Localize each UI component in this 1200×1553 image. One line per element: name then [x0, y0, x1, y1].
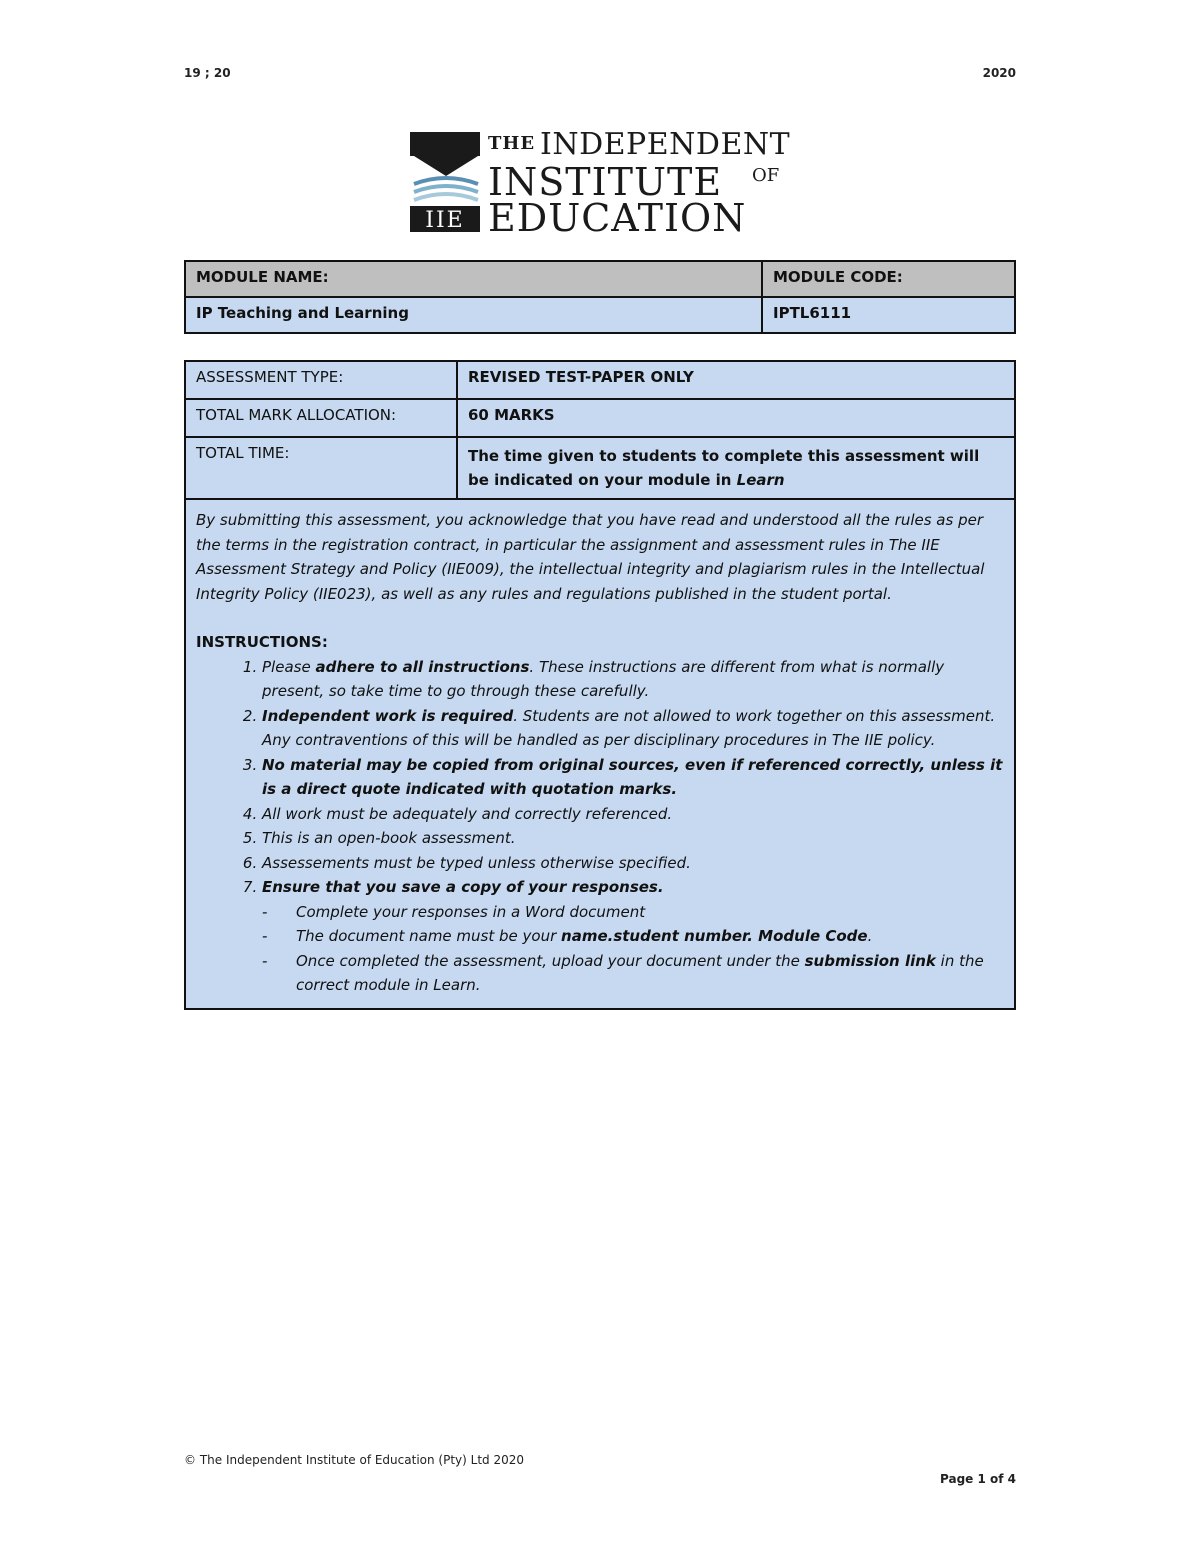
- module-code-value: IPTL6111: [762, 297, 1015, 333]
- iie-logo-mark-icon: [410, 128, 482, 234]
- total-marks-value: 60 MARKS: [457, 399, 1015, 437]
- header-left-text: 19 ; 20: [184, 66, 231, 80]
- module-table: [184, 260, 1016, 334]
- list-item: 5. This is an open-book assessment.: [262, 826, 1004, 851]
- module-code-label: MODULE CODE:: [762, 261, 1015, 297]
- module-name-label: MODULE NAME:: [185, 261, 762, 297]
- instructions-list: [196, 655, 1004, 998]
- total-marks-label: TOTAL MARK ALLOCATION:: [185, 399, 457, 437]
- page-number: Page 1 of 4: [940, 1472, 1016, 1486]
- logo-education: EDUCATION: [488, 196, 747, 240]
- list-item: 2. Independent work is required. Students are not allowed to work together on this assessment. Any contraventions of this will be handled as per disciplinary procedures in The IIE policy.: [262, 704, 1004, 753]
- logo-the: THE: [488, 133, 536, 154]
- assessment-table: [184, 360, 1016, 1010]
- list-item: 7. Ensure that you save a copy of your responses. - Complete your responses in a Word document - The document name must be your name.student number. Module Code. - Once completed the assessment, upload your document under the submission link in the correct module in Learn.: [262, 875, 1004, 998]
- list-item: 3. No material may be copied from original sources, even if referenced correctly, unless it is a direct quote indicated with quotation marks.: [262, 753, 1004, 802]
- declaration-text: By submitting this assessment, you acknowledge that you have read and understood all the rules as per the terms in the registration contract, in particular the assignment and assessment rules in The IIE Assessment Strategy and Policy (IIE009), the intellectual integrity and plagiarism rules in the Intellectual Integrity Policy (IIE023), as well as any rules and regulations published in the student portal.: [196, 511, 985, 603]
- assessment-type-value: REVISED TEST-PAPER ONLY: [457, 361, 1015, 399]
- total-time-value: The time given to students to complete this assessment will be indicated on your module in Learn: [457, 437, 1015, 499]
- logo-independent: INDEPENDENT: [540, 127, 791, 162]
- total-time-label: TOTAL TIME:: [185, 437, 457, 499]
- sub-list-item: - The document name must be your name.student number. Module Code.: [296, 924, 1004, 949]
- instructions-title: INSTRUCTIONS:: [196, 633, 328, 651]
- sub-list-item: - Once completed the assessment, upload your document under the submission link in the correct module in Learn.: [296, 949, 1004, 998]
- sub-list: [262, 900, 1004, 998]
- list-item: 6. Assessements must be typed unless otherwise specified.: [262, 851, 1004, 876]
- assessment-type-label: ASSESSMENT TYPE:: [185, 361, 457, 399]
- logo-of: OF: [752, 165, 780, 186]
- iie-badge-text: IIE: [425, 208, 465, 233]
- list-item: 4. All work must be adequately and correctly referenced.: [262, 802, 1004, 827]
- header-year: 2020: [982, 66, 1016, 80]
- logo-institute: INSTITUTE: [488, 160, 723, 204]
- footer-copyright: © The Independent Institute of Education (Pty) Ltd 2020: [184, 1453, 524, 1467]
- declaration-and-instructions: [185, 499, 1015, 1009]
- list-item: 1. Please adhere to all instructions. These instructions are different from what is normally present, so take time to go through these carefully.: [262, 655, 1004, 704]
- module-name-value: IP Teaching and Learning: [185, 297, 762, 333]
- iie-logo: [410, 128, 790, 238]
- sub-list-item: - Complete your responses in a Word document: [296, 900, 1004, 925]
